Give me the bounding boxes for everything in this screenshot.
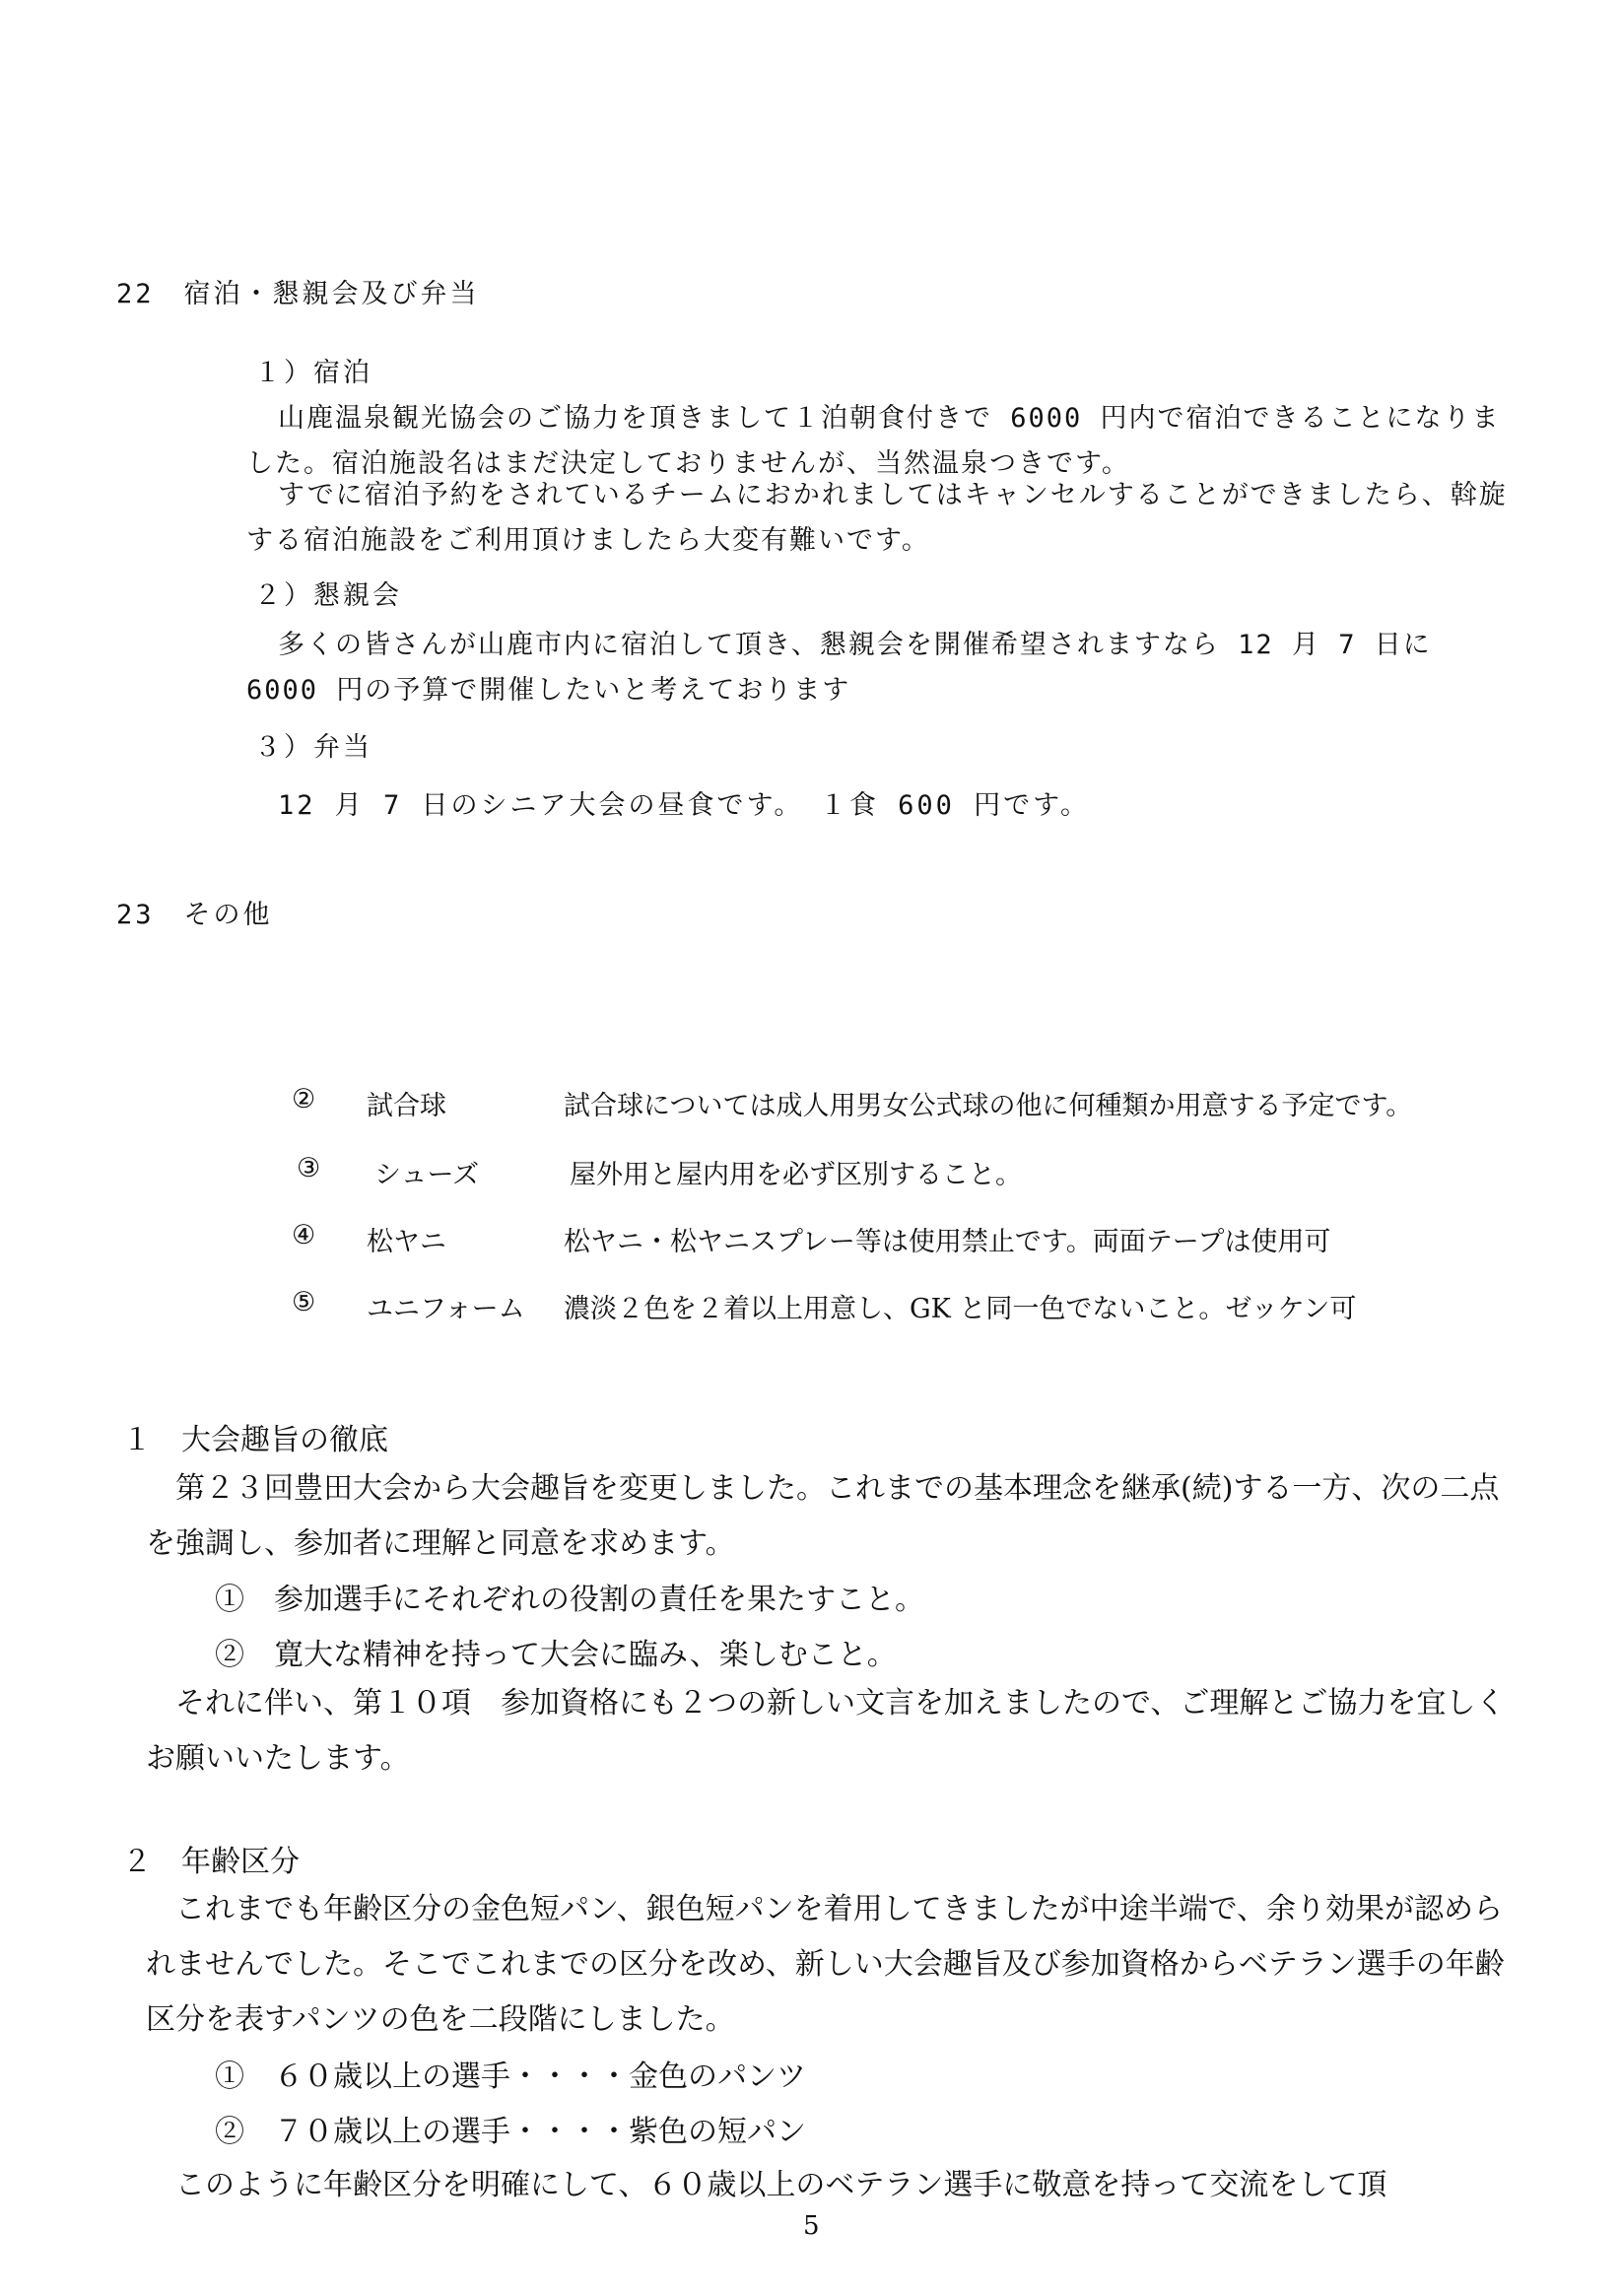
purpose-item-1: ① 参加選手にそれぞれの役割の責任を果たすこと。 [215,1583,924,1617]
rule-row [0,1220,1622,1259]
rule-row [0,1287,1622,1326]
age-paragraph-1: これまでも年齢区分の金色短パン、銀色短パンを着用してきましたが中途半端で、余り効果が認められませんでした。そこでこれまでの区分を改め、新しい大会趣旨及び参加資格からベテラン選手の年齢区分を表すパンツの色を二段階にしました。 [146,1892,1505,2037]
section-22-heading: 22 宿泊・懇親会及び弁当 [116,279,480,309]
age-item-1: ① ６０歳以上の選手・・・・金色のパンツ [215,2060,806,2094]
subheading-lunch: ３）弁当 [254,732,372,763]
rule-number: ② [292,1084,316,1114]
page-number: 5 [803,2211,820,2241]
social-paragraph: 多くの皆さんが山鹿市内に宿泊して頂き、懇親会を開催希望されますなら 12 月 7 日に 6000 円の予算で開催したいと考えております [246,630,1432,706]
age-item-2: ② ７０歳以上の選手・・・・紫色の短パン [215,2115,806,2149]
lodging-paragraph-1: 山鹿温泉観光協会のご協力を頂きまして１泊朝食付きで 6000 円内で宿泊できることになりました。宿泊施設名はまだ決定しておりませんが、当然温泉つきです。 [246,403,1501,479]
lunch-paragraph: 12 月 7 日のシニア大会の昼食です。 １食 600 円です。 [278,790,1090,821]
rule-label: ユニフォーム [367,1294,525,1324]
age-paragraph-2: このように年齢区分を明確にして、６０歳以上のベテラン選手に敬意を持って交流をして頂 [175,2168,1387,2202]
rule-text: 屋外用と屋内用を必ず区別すること。 [570,1160,1022,1190]
subheading-lodging: １）宿泊 [254,358,372,388]
subheading-social: ２）懇親会 [254,580,402,611]
rule-text: 濃淡２色を２着以上用意し、GK と同一色でないこと。ゼッケン可 [564,1294,1357,1324]
rule-number: ⑤ [292,1287,316,1317]
rule-text: 松ヤニ・松ヤニスプレー等は使用禁止です。両面テープは使用可 [564,1227,1331,1257]
purpose-item-2: ② 寛大な精神を持って大会に臨み、楽しむこと。 [215,1638,897,1672]
rule-number: ③ [297,1153,321,1183]
section-2-heading: ２ 年齢区分 [122,1845,300,1879]
rule-text: 試合球については成人用男女公式球の他に何種類か用意する予定です。 [564,1091,1413,1121]
purpose-paragraph-2: それに伴い、第１０項 参加資格にも２つの新しい文言を加えましたので、ご理解とご協力を宜しくお願いいたします。 [146,1686,1506,1776]
lodging-paragraph-2: すでに宿泊予約をされているチームにおかれましてはキャンセルすることができましたら、斡旋する宿泊施設をご利用頂けましたら大変有難いです。 [246,480,1508,556]
section-23-heading: 23 その他 [116,900,273,930]
rule-label: 試合球 [367,1091,446,1121]
rule-row [0,1084,1622,1123]
purpose-paragraph-1: 第２３回豊田大会から大会趣旨を変更しました。これまでの基本理念を継承(続)する一方、次の二点を強調し、参加者に理解と同意を求めます。 [146,1471,1500,1561]
rule-number: ④ [292,1220,316,1250]
rule-label: シューズ [374,1160,480,1190]
section-1-heading: １ 大会趣旨の徹底 [122,1423,388,1457]
rule-label: 松ヤニ [367,1227,446,1257]
rule-row [0,1153,1622,1192]
